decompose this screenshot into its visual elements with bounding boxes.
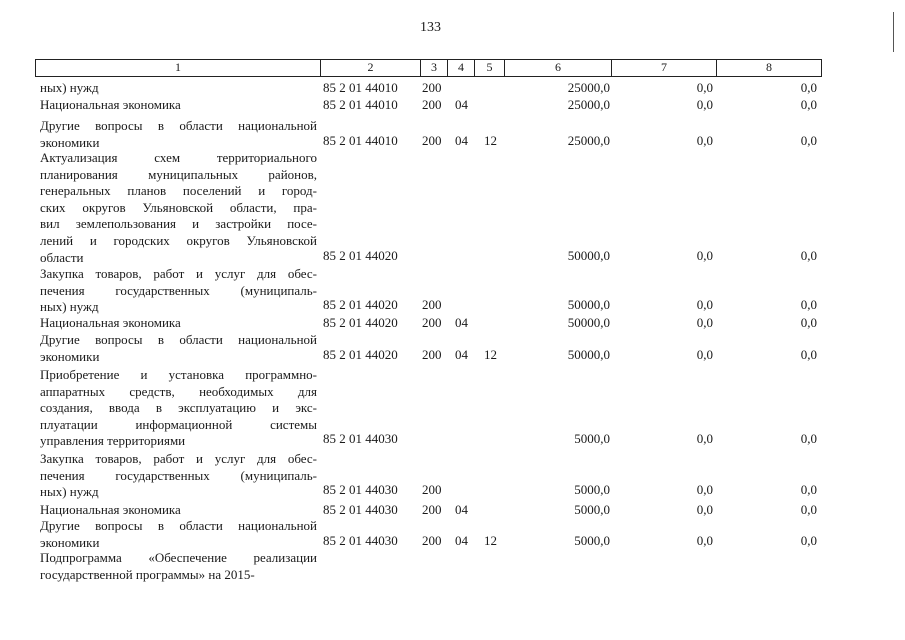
row-col5: 12 — [484, 532, 497, 548]
row-name-line: Национальная экономика — [40, 502, 181, 517]
scan-edge-mark — [893, 12, 894, 52]
row-col3: 200 — [422, 532, 442, 548]
row-col8: 0,0 — [800, 431, 817, 447]
row-col3: 200 — [422, 132, 442, 148]
row-name-line: Приобретение и установка программно- — [40, 367, 317, 382]
row-col7: 0,0 — [696, 346, 713, 362]
header-col-1: 1 — [175, 60, 181, 74]
row-col6: 5000,0 — [574, 502, 610, 517]
row-code: 85 2 01 44010 — [323, 80, 398, 95]
row-col7: 0,0 — [696, 431, 713, 447]
row-col4: 04 — [455, 315, 468, 330]
row-name-line: плуатации информационной системы — [40, 416, 317, 432]
row-name-line: создания, ввода в эксплуатацию и экс- — [40, 400, 317, 416]
row-col8: 0,0 — [800, 97, 817, 112]
row-col8: 0,0 — [800, 315, 817, 330]
row-name-line: ных) нужд — [40, 484, 99, 500]
row-name-line: управления территориями — [40, 433, 186, 449]
header-divider — [821, 59, 822, 77]
row-code: 85 2 01 44010 — [323, 97, 398, 112]
row-name-line: государственной программы» на 2015- — [40, 566, 255, 582]
row-col6: 25000,0 — [567, 97, 610, 112]
row-code: 85 2 01 44020 — [323, 315, 398, 330]
row-col6: 5000,0 — [574, 482, 610, 498]
row-name-line: ских округов Ульяновской области, пра- — [40, 199, 317, 215]
row-col4: 04 — [455, 502, 468, 517]
row-col3: 200 — [422, 97, 442, 112]
row-name-line: вил землепользования и застройки посе- — [40, 216, 317, 232]
row-name-line: Другие вопросы в области национальной — [40, 518, 317, 533]
row-code: 85 2 01 44020 — [323, 247, 398, 263]
row-name-line: Другие вопросы в области национальной — [40, 332, 317, 347]
row-col8: 0,0 — [800, 482, 817, 498]
row-col8: 0,0 — [800, 502, 817, 517]
header-col-2: 2 — [367, 60, 374, 74]
row-col7: 0,0 — [696, 247, 713, 263]
row-code: 85 2 01 44030 — [323, 532, 398, 548]
row-col7: 0,0 — [696, 132, 713, 148]
row-name-line: Актуализация схем территориального — [40, 150, 317, 165]
row-code: 85 2 01 44010 — [323, 132, 398, 148]
row-col3: 200 — [422, 346, 442, 362]
row-col6: 5000,0 — [574, 431, 610, 447]
row-col3: 200 — [422, 315, 442, 330]
row-name-line: ных) нужд — [40, 80, 99, 95]
row-col8: 0,0 — [800, 346, 817, 362]
row-col8: 0,0 — [800, 80, 817, 95]
row-col6: 25000,0 — [567, 132, 610, 148]
row-code: 85 2 01 44030 — [323, 502, 398, 517]
row-col4: 04 — [455, 132, 468, 148]
row-name-line: Другие вопросы в области национальной — [40, 118, 317, 133]
row-col3: 200 — [422, 297, 442, 313]
row-name-line: печения государственных (муниципаль- — [40, 467, 317, 483]
header-col-5: 5 — [486, 60, 493, 74]
row-name-line: генеральных планов поселений и город- — [40, 183, 317, 199]
row-col8: 0,0 — [800, 297, 817, 313]
row-col6: 50000,0 — [567, 297, 610, 313]
row-name-line: Закупка товаров, работ и услуг для обес- — [40, 266, 317, 281]
row-code: 85 2 01 44030 — [323, 482, 398, 498]
row-col5: 12 — [484, 346, 497, 362]
row-col7: 0,0 — [696, 532, 713, 548]
row-name-line: Подпрограмма «Обеспечение реализации — [40, 550, 317, 565]
row-code: 85 2 01 44020 — [323, 346, 398, 362]
row-code: 85 2 01 44020 — [323, 297, 398, 313]
header-col-8: 8 — [766, 60, 772, 74]
row-col6: 25000,0 — [567, 80, 610, 95]
row-col3: 200 — [422, 482, 442, 498]
row-col6: 50000,0 — [567, 315, 610, 330]
row-code: 85 2 01 44030 — [323, 431, 398, 447]
header-bottom-line — [35, 76, 822, 77]
row-col4: 04 — [455, 346, 468, 362]
row-col4: 04 — [455, 532, 468, 548]
row-name-line: области — [40, 249, 84, 265]
row-col7: 0,0 — [696, 315, 713, 330]
row-col7: 0,0 — [696, 297, 713, 313]
row-col3: 200 — [422, 502, 442, 517]
header-col-3: 3 — [431, 60, 437, 74]
row-col6: 50000,0 — [567, 247, 610, 263]
page-number: 133 — [420, 20, 441, 35]
row-name-line: печения государственных (муниципаль- — [40, 282, 317, 298]
row-col7: 0,0 — [696, 97, 713, 112]
row-col6: 50000,0 — [567, 346, 610, 362]
row-col6: 5000,0 — [574, 532, 610, 548]
row-name-line: аппаратных средств, необходимых для — [40, 383, 317, 399]
row-col5: 12 — [484, 132, 497, 148]
header-col-7: 7 — [661, 60, 667, 74]
row-col8: 0,0 — [800, 247, 817, 263]
row-col8: 0,0 — [800, 532, 817, 548]
row-name-line: Национальная экономика — [40, 315, 181, 330]
header-col-4: 4 — [458, 60, 464, 74]
row-col7: 0,0 — [696, 502, 713, 517]
row-col4: 04 — [455, 97, 468, 112]
row-name-line: ных) нужд — [40, 299, 99, 315]
header-col-6: 6 — [555, 60, 561, 74]
row-name-line: Закупка товаров, работ и услуг для обес- — [40, 451, 317, 466]
row-name-line: планирования муниципальных районов, — [40, 166, 317, 182]
row-name-line: экономики — [40, 534, 100, 550]
row-col7: 0,0 — [696, 80, 713, 95]
row-name-line: экономики — [40, 134, 100, 150]
row-name-line: лений и городских округов Ульяновской — [40, 233, 317, 248]
row-name-line: Национальная экономика — [40, 97, 181, 112]
row-col8: 0,0 — [800, 132, 817, 148]
row-col3: 200 — [422, 80, 442, 95]
row-name-line: экономики — [40, 348, 100, 364]
row-col7: 0,0 — [696, 482, 713, 498]
